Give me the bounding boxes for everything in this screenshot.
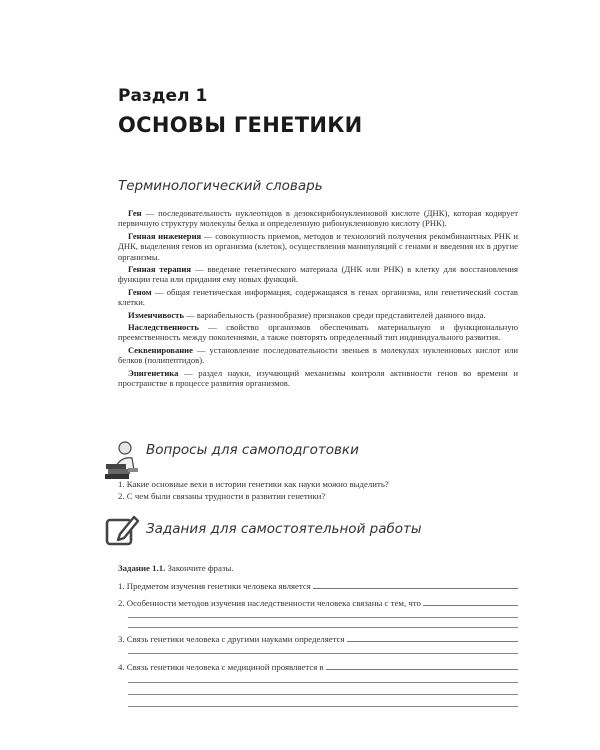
tasks-heading: Задания для самостоятельной работы: [146, 521, 422, 537]
glossary-term: Секвенирование: [128, 344, 193, 355]
answer-line[interactable]: [128, 627, 518, 628]
answer-blank[interactable]: [423, 597, 518, 606]
task-item: [118, 661, 518, 672]
glossary-definition: — введение генетического материала (ДНК или РНК) в клетку для восстановления функции гена или придания ему новых функций.: [118, 264, 518, 285]
answer-line[interactable]: [128, 617, 518, 618]
answer-blank[interactable]: [347, 633, 518, 642]
task-item-text: 4. Связь генетики человека с медициной проявляется в: [118, 662, 324, 672]
glossary-term: Генная терапия: [128, 264, 191, 275]
answer-line[interactable]: [128, 694, 518, 695]
glossary-entry: [118, 231, 518, 262]
task-title: [118, 563, 233, 573]
answer-line[interactable]: [128, 706, 518, 707]
task-item-text: 1. Предметом изучения генетики человека является: [118, 581, 311, 591]
answer-line[interactable]: [128, 682, 518, 683]
pencil-edit-icon: [104, 512, 140, 548]
task-item: [118, 580, 518, 591]
task-item: [118, 633, 518, 644]
question-item: 2. С чем были связаны трудности в развитии генетики?: [118, 491, 326, 501]
glossary-term: Наследственность: [128, 322, 199, 333]
glossary-definition: — вариабельность (разнообразие) признаков среди представителей данного вида.: [183, 309, 486, 320]
glossary-entry: [118, 264, 518, 285]
questions-heading: Вопросы для самоподготовки: [146, 442, 359, 458]
task-item-text: 2. Особенности методов изучения наследственности человека связаны с тем, что: [118, 598, 421, 608]
glossary-term: Эпигенетика: [128, 367, 179, 378]
answer-line[interactable]: [128, 653, 518, 654]
glossary-heading: Терминологический словарь: [118, 178, 323, 194]
task-label: Задание 1.1.: [118, 563, 166, 573]
glossary-entry: [118, 368, 518, 389]
glossary-term: Геном: [128, 286, 152, 297]
question-item: 1. Какие основные вехи в истории генетики как науки можно выделить?: [118, 479, 389, 489]
section-label: Раздел 1: [118, 86, 208, 106]
glossary-entry: [118, 310, 518, 320]
glossary-entry: [118, 208, 518, 229]
answer-blank[interactable]: [313, 580, 518, 589]
glossary-entry: [118, 287, 518, 308]
task-item-text: 3. Связь генетики человека с другими науками определяется: [118, 634, 345, 644]
student-reading-icon: [102, 440, 144, 482]
glossary-entry: [118, 345, 518, 366]
glossary-definition: — раздел науки, изучающий механизмы контроля активности генов во времени и пространстве в процессе развития организмов.: [118, 367, 518, 389]
glossary-definition: — свойство организмов обеспечивать материальную и функциональную преемственность между поколениями, а также повторять определенный тип индивидуального развития.: [118, 322, 518, 343]
answer-blank[interactable]: [326, 661, 518, 670]
glossary-definition: — установление последовательности звеньев в молекулах нуклеиновых кислот или белков (полипептидов).: [118, 344, 518, 366]
questions-list: [118, 479, 518, 503]
glossary-term: Генная инженерия: [128, 230, 202, 241]
task-instruction: Закончите фразы.: [165, 563, 234, 573]
glossary-term: Ген: [128, 208, 142, 218]
section-title: ОСНОВЫ ГЕНЕТИКИ: [118, 113, 363, 137]
glossary-entry: [118, 322, 518, 343]
glossary-definition: — общая генетическая информация, содержащаяся в генах организма, или генетический состав клетки.: [118, 286, 518, 308]
glossary-term: Изменчивость: [128, 309, 184, 320]
glossary-list: [118, 208, 518, 391]
glossary-definition: — совокупность приемов, методов и технологий получения рекомбинантных РНК и ДНК, выделения генов из организма (клеток), осуществления манипуляций с генами и введения их в другие организмы.: [118, 230, 518, 262]
glossary-definition: — последовательность нуклеотидов в дезоксирибонуклеиновой кислоте (ДНК), которая кодирует первичную структуру молекулы белка и определенную рибонуклеиновую кислоту (РНК).: [118, 208, 518, 229]
task-item: [118, 597, 518, 608]
